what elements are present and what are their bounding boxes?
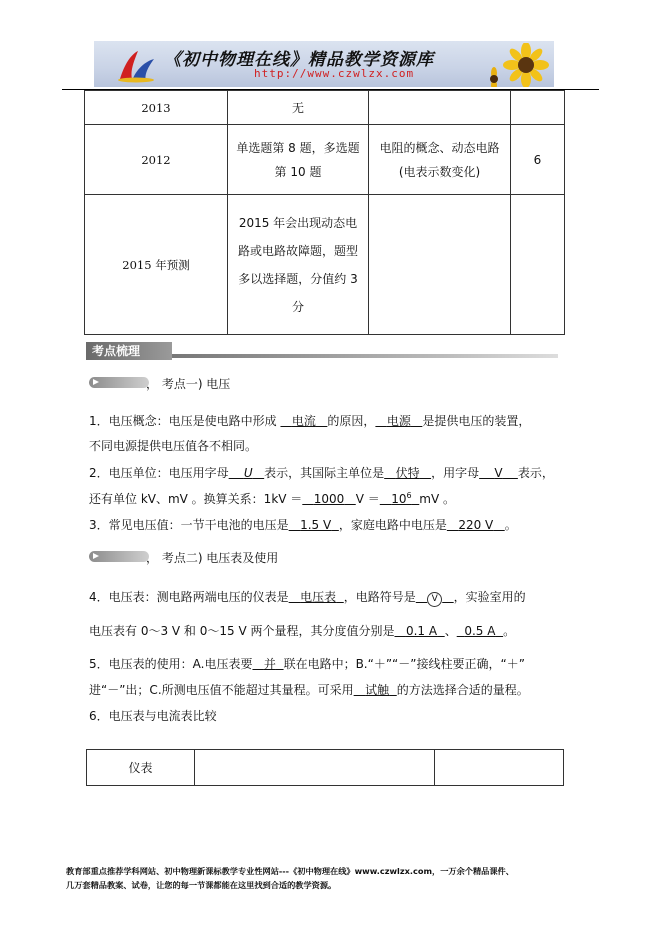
item-2-line2: 还有单位 kV、mV 。换算关系：1kV ＝ 1000 V ＝ $10^6$ mV 。 <box>89 491 455 506</box>
footer-line: 教育部重点推荐学科网站、初中物理新课标教学专业性网站---《初中物理在线》www.czwlzx.com，一万余个精品课件、 <box>66 866 514 876</box>
questions-line: 2015 年会出现动态电 <box>238 215 358 230</box>
section-header <box>86 342 558 360</box>
point-marker-icon <box>89 551 149 562</box>
table-row <box>85 195 565 335</box>
site-logo-icon <box>116 49 156 83</box>
voltmeter-symbol-icon: V <box>427 592 442 607</box>
compare-cell <box>435 750 564 786</box>
sunflower-icon <box>486 43 552 87</box>
point-marker-icon <box>89 377 149 388</box>
score-cell <box>511 195 565 335</box>
item-4-line2: 电压表有 0～3 V 和 0～15 V 两个量程，其分度值分别是 0.1 A 、 0.5 A 。 <box>89 624 516 638</box>
compare-header-cell: 仪表 <box>87 750 195 786</box>
content-line: 电阻的概念、动态电路 <box>379 140 500 155</box>
table-row <box>85 91 565 125</box>
score-cell: 6 <box>511 125 565 195</box>
questions-line: 第 10 题 <box>274 164 322 179</box>
questions-line: 多以选择题，分值约 3 <box>238 271 358 286</box>
questions-cell: 无 <box>228 91 369 125</box>
header-banner <box>94 41 554 87</box>
questions-line: 路或电路故障题，题型 <box>237 243 358 258</box>
exam-analysis-table <box>84 90 565 335</box>
item-2: 2．电压单位：电压用字母 U 表示，其国际主单位是 伏特 ，用字母 V 表示， <box>89 466 554 480</box>
footer-line: 几万套精品教案、试卷，让您的每一节课都能在这里找到合适的教学资源。 <box>66 880 337 890</box>
section-divider <box>172 354 558 358</box>
year-cell: 2012 <box>85 125 228 195</box>
item-6: 6．电压表与电流表比较 <box>89 709 217 723</box>
content-cell <box>369 195 511 335</box>
item-5-line2: 进“－”出；C.所测电压值不能超过其量程。可采用 试触 的方法选择合适的量程。 <box>89 683 529 697</box>
questions-cell <box>228 125 369 195</box>
banner-url[interactable]: http://www.czwlzx.com <box>254 67 415 80</box>
questions-line: 分 <box>291 299 304 314</box>
comparison-table <box>86 749 564 786</box>
questions-line: 单选题第 8 题，多选题 <box>236 140 360 155</box>
section-title: 考点梳理 <box>86 342 172 360</box>
item-1: 1．电压概念：电压是使电路中形成 电流 的原因， 电源 是提供电压的装置， <box>89 414 531 428</box>
content-cell <box>369 125 511 195</box>
item-3: 3．常见电压值：一节干电池的电压是 1.5 V ，家庭电路中电压是 220 V 。 <box>89 518 517 532</box>
table-row <box>85 125 565 195</box>
banner-title: 《初中物理在线》精品教学资源库 <box>164 50 434 70</box>
item-5: 5．电压表的使用：A.电压表要 并 联在电路中；B.“＋”“－”接线柱要正确，“＋” <box>89 657 525 671</box>
point-heading: ， 考点一) 电压 <box>146 377 231 391</box>
item-1-line2: 不同电源提供电压值各不相同。 <box>89 439 258 453</box>
questions-cell <box>228 195 369 335</box>
year-cell: 2013 <box>85 91 228 125</box>
point-heading: ， 考点二) 电压表及使用 <box>146 551 279 565</box>
year-cell: 2015 年预测 <box>85 195 228 335</box>
compare-cell <box>195 750 435 786</box>
item-4: 4．电压表：测电路两端电压的仪表是 电压表 ，电路符号是 V ，实验室用的 <box>89 588 526 607</box>
content-cell <box>369 91 511 125</box>
content-line: (电表示数变化) <box>398 164 481 179</box>
score-cell <box>511 91 565 125</box>
table-row <box>87 750 564 786</box>
